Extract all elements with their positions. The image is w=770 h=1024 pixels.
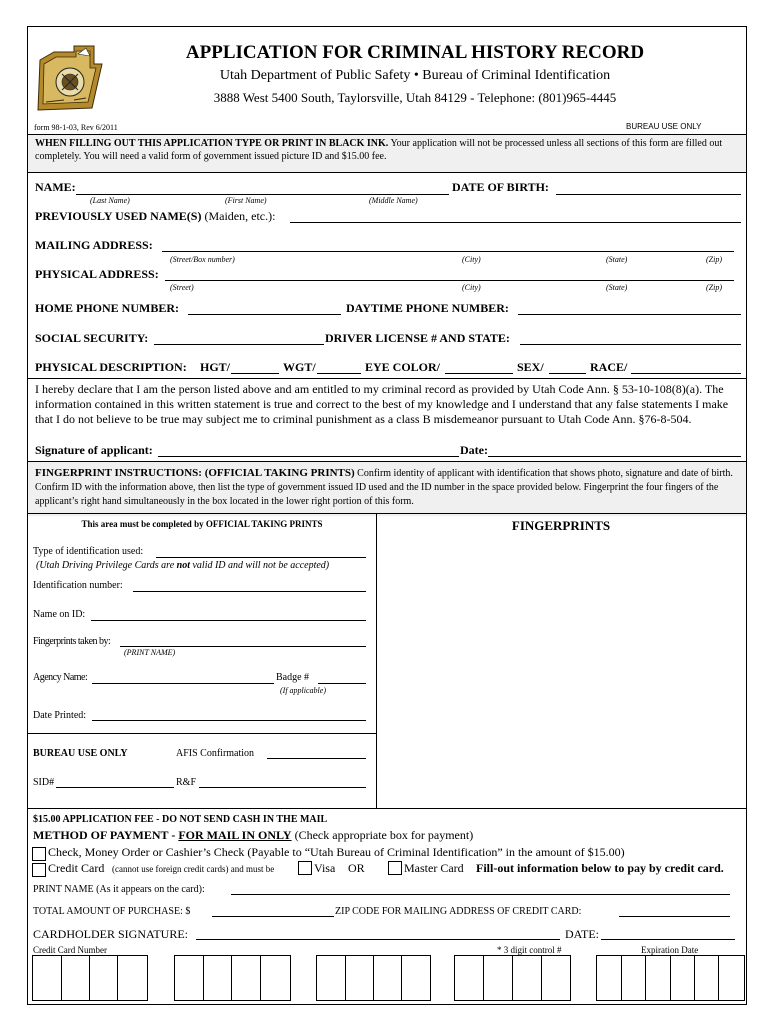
expiration-date-label: Expiration Date bbox=[641, 945, 699, 955]
name-label: NAME: bbox=[35, 180, 76, 194]
signature-date-field[interactable] bbox=[488, 456, 741, 457]
state-hint: (State) bbox=[606, 255, 628, 264]
city-hint: (City) bbox=[462, 255, 481, 264]
city-hint: (City) bbox=[462, 283, 481, 292]
instructions-box bbox=[28, 135, 746, 172]
or-label: OR bbox=[348, 861, 365, 875]
fingerprint-instructions-text: Confirm identity of applicant with identification that shows photo, signature and date of birth. Confirm ID with the information above, then list the type of government issued ID used and the ID number in the space provided below. Fingerprint the four fingers of the applicant’s right hand simultaneously in the box located in the lower right portion of this form. bbox=[35, 468, 733, 507]
digit-divider bbox=[231, 956, 232, 1000]
taken-by-label: Fingerprints taken by: bbox=[33, 636, 111, 647]
digit-divider bbox=[401, 956, 402, 1000]
digit-divider bbox=[621, 956, 622, 1000]
utah-dps-seal-icon bbox=[34, 42, 108, 114]
afis-label: AFIS Confirmation bbox=[176, 748, 255, 759]
control-number-label: * 3 digit control # bbox=[497, 945, 562, 955]
middle-name-hint: (Middle Name) bbox=[369, 196, 418, 205]
badge-label: Badge # bbox=[276, 672, 310, 683]
method-bold: METHOD OF PAYMENT - bbox=[33, 828, 179, 842]
sex-label: SEX/ bbox=[517, 360, 544, 374]
divider bbox=[27, 733, 377, 734]
digit-divider bbox=[203, 956, 204, 1000]
divider bbox=[27, 513, 746, 514]
name-on-id-label: Name on ID: bbox=[33, 609, 86, 620]
rf-field[interactable] bbox=[199, 787, 366, 788]
daytime-phone-field[interactable] bbox=[518, 314, 741, 315]
dob-field[interactable] bbox=[556, 194, 741, 195]
expiration-date-boxes[interactable] bbox=[596, 955, 745, 1001]
signature-label: Signature of applicant: bbox=[35, 443, 153, 457]
digit-divider bbox=[694, 956, 695, 1000]
badge-field[interactable] bbox=[318, 683, 366, 684]
fingerprints-box-header: FINGERPRINTS bbox=[511, 518, 611, 533]
date-printed-label: Date Printed: bbox=[33, 710, 87, 721]
digit-divider bbox=[670, 956, 671, 1000]
credit-card-label: Credit Card bbox=[48, 861, 105, 875]
cardholder-print-name-label: PRINT NAME (As it appears on the card): bbox=[33, 884, 205, 895]
name-field[interactable] bbox=[76, 194, 449, 195]
eye-color-field[interactable] bbox=[445, 373, 513, 374]
instructions-bold: WHEN FILLING OUT THIS APPLICATION TYPE OR PRINT IN BLACK INK. bbox=[35, 138, 389, 149]
id-type-field[interactable] bbox=[156, 557, 366, 558]
digit-divider bbox=[645, 956, 646, 1000]
cardholder-signature-label: CARDHOLDER SIGNATURE: bbox=[33, 927, 189, 941]
physical-description-label: PHYSICAL DESCRIPTION: bbox=[35, 360, 187, 374]
home-phone-field[interactable] bbox=[188, 314, 341, 315]
divider bbox=[27, 808, 746, 809]
rf-label: R&F bbox=[176, 777, 197, 788]
id-number-field[interactable] bbox=[133, 591, 366, 592]
weight-field[interactable] bbox=[317, 373, 361, 374]
cardholder-date-field[interactable] bbox=[601, 939, 735, 940]
state-hint: (State) bbox=[606, 283, 628, 292]
first-name-hint: (First Name) bbox=[225, 196, 267, 205]
check-payment-label: Check, Money Order or Cashier’s Check (Payable to “Utah Bureau of Criminal Identification” in the amount of $15.00) bbox=[48, 845, 625, 859]
agency-name-label: Agency Name: bbox=[33, 672, 88, 683]
note-not: not bbox=[176, 560, 190, 571]
cardholder-date-label: DATE: bbox=[565, 927, 599, 941]
fingerprint-instructions-title: FINGERPRINT INSTRUCTIONS: (OFFICIAL TAKING PRINTS) bbox=[35, 467, 355, 479]
if-applicable-hint: (If applicable) bbox=[280, 686, 326, 695]
name-on-id-field[interactable] bbox=[91, 620, 366, 621]
visa-checkbox[interactable] bbox=[298, 861, 312, 875]
race-field[interactable] bbox=[631, 373, 741, 374]
digit-divider bbox=[483, 956, 484, 1000]
street-hint: (Street) bbox=[170, 283, 194, 292]
card-zip-field[interactable] bbox=[619, 916, 730, 917]
card-digits-group-2[interactable] bbox=[174, 955, 291, 1001]
social-security-label: SOCIAL SECURITY: bbox=[35, 331, 149, 345]
weight-label: WGT/ bbox=[283, 360, 316, 374]
credit-card-number-label: Credit Card Number bbox=[33, 945, 107, 955]
form-number: form 98-1-03, Rev 6/2011 bbox=[34, 123, 118, 132]
physical-address-field[interactable] bbox=[165, 280, 734, 281]
fingerprint-instructions-box bbox=[28, 462, 746, 516]
digit-divider bbox=[117, 956, 118, 1000]
sid-label: SID# bbox=[33, 777, 55, 788]
credit-card-checkbox[interactable] bbox=[32, 863, 46, 877]
mastercard-label: Master Card bbox=[404, 861, 464, 875]
fingerprint-divider bbox=[376, 513, 377, 808]
driver-license-field[interactable] bbox=[520, 344, 741, 345]
note-part: valid ID and will not be accepted) bbox=[189, 560, 330, 571]
sid-field[interactable] bbox=[56, 787, 174, 788]
digit-divider bbox=[718, 956, 719, 1000]
instructions-text: Your application will not be processed unless all sections of this form are filled out completely. You will need a valid form of government issued picture ID and $15.00 fee. bbox=[35, 138, 723, 162]
digit-divider bbox=[260, 956, 261, 1000]
method-mail-only: FOR MAIL IN ONLY bbox=[178, 828, 292, 842]
cardholder-signature-field[interactable] bbox=[196, 939, 560, 940]
check-payment-checkbox[interactable] bbox=[32, 847, 46, 861]
digit-divider bbox=[89, 956, 90, 1000]
signature-date-label: Date: bbox=[460, 443, 488, 457]
visa-label: Visa bbox=[314, 861, 336, 875]
sex-field[interactable] bbox=[549, 373, 586, 374]
card-digits-group-4[interactable] bbox=[454, 955, 571, 1001]
height-field[interactable] bbox=[231, 373, 279, 374]
note-part: (Utah Driving Privilege Cards are bbox=[36, 560, 177, 571]
previous-names-sub: (Maiden, etc.): bbox=[204, 209, 276, 223]
signature-field[interactable] bbox=[158, 456, 459, 457]
id-type-label: Type of identification used: bbox=[33, 546, 144, 557]
digit-divider bbox=[512, 956, 513, 1000]
previous-names-field[interactable] bbox=[290, 222, 741, 223]
previous-names-label bbox=[35, 209, 275, 224]
last-name-hint: (Last Name) bbox=[90, 196, 130, 205]
fee-notice: $15.00 APPLICATION FEE - DO NOT SEND CASH IN THE MAIL bbox=[33, 814, 328, 825]
afis-field[interactable] bbox=[267, 758, 366, 759]
utah-privilege-card-note bbox=[36, 560, 329, 571]
fingerprints-box[interactable] bbox=[378, 535, 744, 805]
digit-divider bbox=[61, 956, 62, 1000]
agency-name-field[interactable] bbox=[92, 683, 274, 684]
zip-hint: (Zip) bbox=[706, 283, 722, 292]
bureau-use-only-header: BUREAU USE ONLY bbox=[626, 122, 702, 131]
digit-divider bbox=[541, 956, 542, 1000]
payment-method-heading bbox=[33, 828, 473, 843]
cardholder-print-name-field[interactable] bbox=[231, 894, 730, 895]
total-amount-label: TOTAL AMOUNT OF PURCHASE: $ bbox=[33, 906, 191, 917]
bureau-use-only-label: BUREAU USE ONLY bbox=[33, 748, 128, 759]
divider bbox=[27, 172, 746, 173]
card-digits-group-3[interactable] bbox=[316, 955, 431, 1001]
department-line: Utah Department of Public Safety • Bureau of Criminal Identification bbox=[219, 68, 611, 83]
social-security-field[interactable] bbox=[154, 344, 324, 345]
method-note: (Check appropriate box for payment) bbox=[291, 828, 474, 842]
digit-divider bbox=[345, 956, 346, 1000]
total-amount-field[interactable] bbox=[212, 916, 334, 917]
print-name-hint: (PRINT NAME) bbox=[124, 648, 176, 657]
official-area-header: This area must be completed by OFFICIAL TAKING PRINTS bbox=[81, 519, 323, 529]
driver-license-label: DRIVER LICENSE # AND STATE: bbox=[325, 331, 510, 345]
card-digits-group-1[interactable] bbox=[32, 955, 148, 1001]
previous-names-bold: PREVIOUSLY USED NAME(S) bbox=[35, 209, 202, 223]
date-printed-field[interactable] bbox=[92, 720, 366, 721]
declaration-text: I hereby declare that I am the person listed above and am entitled to my criminal record as provided by Utah Code Ann. § 53-10-108(8)(a). The information contained in this written statement is true and correct to the best of my knowledge and I understand that any false statements I make that I do not believe to be true may subject me to criminal punishment as a class B misdemeanor pursuant to Utah Code Ann. §76-8-504. bbox=[35, 382, 729, 426]
eye-color-label: EYE COLOR/ bbox=[365, 360, 441, 374]
card-zip-label: ZIP CODE FOR MAILING ADDRESS OF CREDIT CARD: bbox=[335, 906, 582, 917]
credit-card-note: (cannot use foreign credit cards) and must be bbox=[112, 864, 275, 874]
physical-address-label: PHYSICAL ADDRESS: bbox=[35, 267, 159, 281]
digit-divider bbox=[373, 956, 374, 1000]
mailing-address-label: MAILING ADDRESS: bbox=[35, 238, 153, 252]
mastercard-checkbox[interactable] bbox=[388, 861, 402, 875]
daytime-phone-label: DAYTIME PHONE NUMBER: bbox=[346, 301, 509, 315]
home-phone-label: HOME PHONE NUMBER: bbox=[35, 301, 179, 315]
height-label: HGT/ bbox=[200, 360, 231, 374]
form-title: APPLICATION FOR CRIMINAL HISTORY RECORD bbox=[185, 42, 645, 63]
credit-card-instruction: Fill-out information below to pay by credit card. bbox=[476, 861, 724, 875]
race-label: RACE/ bbox=[590, 360, 628, 374]
street-box-hint: (Street/Box number) bbox=[170, 255, 235, 264]
zip-hint: (Zip) bbox=[706, 255, 722, 264]
taken-by-field[interactable] bbox=[120, 646, 366, 647]
dob-label: DATE OF BIRTH: bbox=[452, 180, 549, 194]
address-line: 3888 West 5400 South, Taylorsville, Utah 84129 - Telephone: (801)965-4445 bbox=[213, 90, 617, 105]
divider bbox=[27, 378, 746, 379]
mailing-address-field[interactable] bbox=[162, 251, 734, 252]
id-number-label: Identification number: bbox=[33, 580, 123, 591]
